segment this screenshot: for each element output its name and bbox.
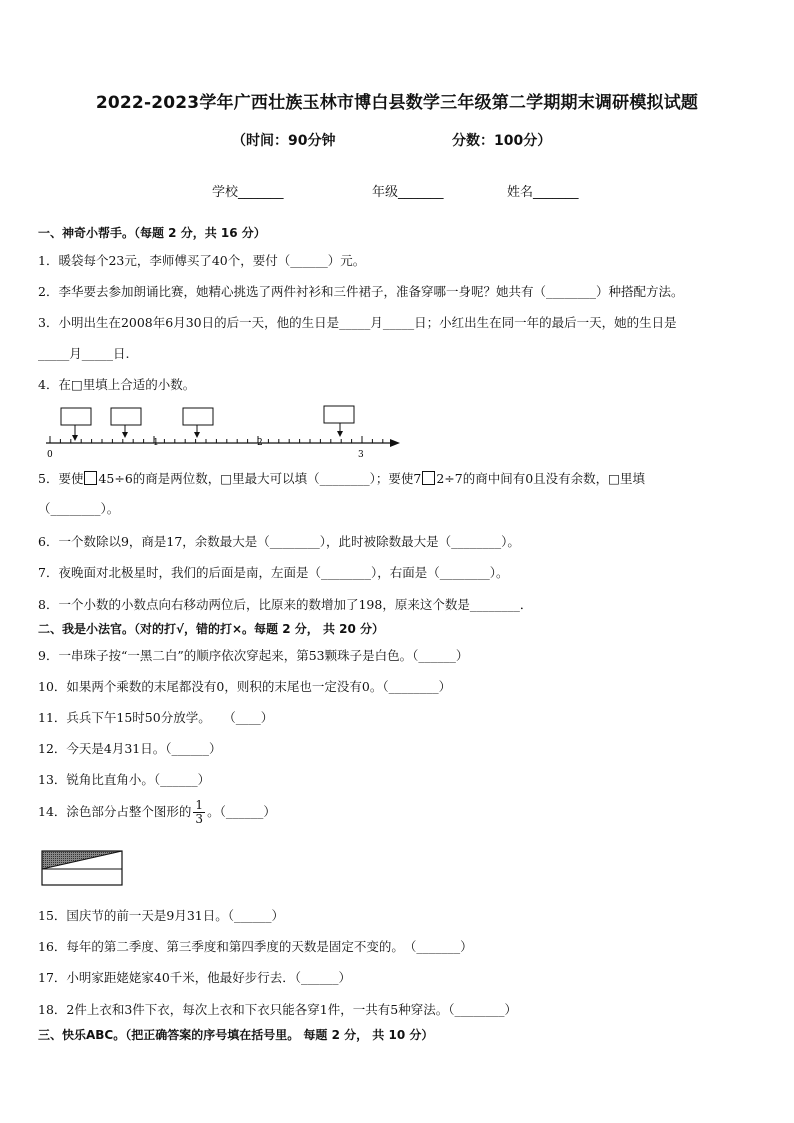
question-17: 17．小明家距姥姥家40千米，他最好步行去．（______） xyxy=(38,970,352,985)
blank-box[interactable] xyxy=(84,471,97,485)
question-5-continued: （________）。 xyxy=(38,501,120,516)
question-8: 8．一个小数的小数点向右移动两位后，比原来的数增加了198，原来这个数是________． xyxy=(38,597,533,612)
question-14-text: 14．涂色部分占整个图形的 xyxy=(38,804,192,819)
fraction-one-third: $\frac{1}{3}$ xyxy=(195,798,204,826)
question-11: 11．兵兵下午15时50分放学。 （____） xyxy=(38,710,274,725)
section-1-heading: 一、神奇小帮手。（每题 2 分，共 16 分） xyxy=(38,226,266,240)
grade-field[interactable]: 年级_______ xyxy=(372,185,444,200)
tick-label-3: 3 xyxy=(358,450,364,460)
question-14 xyxy=(38,799,276,826)
number-line-figure xyxy=(38,400,408,460)
exam-score: 分数：100分） xyxy=(452,133,552,149)
tick-label-2: 2 xyxy=(257,438,263,448)
question-6: 6．一个数除以9，商是17，余数最大是（________），此时被除数最大是（________）。 xyxy=(38,534,520,549)
answer-box-4[interactable] xyxy=(324,406,354,423)
question-18: 18．2件上衣和3件下衣，每次上衣和下衣只能各穿1件，一共有5种穿法。（________） xyxy=(38,1002,517,1017)
answer-box-2[interactable] xyxy=(111,408,141,425)
school-field[interactable]: 学校_______ xyxy=(212,185,284,200)
question-7: 7．夜晚面对北极星时，我们的后面是南，左面是（________），右面是（________）。 xyxy=(38,565,509,580)
name-field[interactable]: 姓名_______ xyxy=(507,185,579,200)
question-3-continued: _____月_____日. xyxy=(38,346,130,361)
question-4: 4．在□里填上合适的小数。 xyxy=(38,377,196,392)
question-1: 1．暖袋每个23元，李师傅买了40个，要付（______）元。 xyxy=(38,253,366,268)
question-12: 12．今天是4月31日。（______） xyxy=(38,741,222,756)
question-5-prefix: 5．要使 xyxy=(38,471,84,486)
number-line-arrow xyxy=(390,439,400,447)
question-16: 16．每年的第二季度、第三季度和第四季度的天数是固定不变的。 （_______） xyxy=(38,939,473,954)
exam-time: （时间：90分钟 xyxy=(232,133,336,149)
question-14-tail: 。（______） xyxy=(207,804,276,819)
answer-box-3[interactable] xyxy=(183,408,213,425)
tick-label-0: 0 xyxy=(47,450,53,460)
question-5-part1: 45÷6的商是两位数，□里最大可以填（________）；要使7 xyxy=(98,471,422,486)
question-15: 15．国庆节的前一天是9月31日。（______） xyxy=(38,908,285,923)
question-9: 9．一串珠子按“一黑二白”的顺序依次穿起来，第53颗珠子是白色。（______） xyxy=(38,648,469,663)
tick-label-1: 1 xyxy=(153,438,159,448)
shaded-rectangle-figure xyxy=(41,848,125,888)
number-line-ticks xyxy=(50,436,383,443)
question-5-part2: 2÷7的商中间有0且没有余数，□里填 xyxy=(436,471,645,486)
exam-title: 2022-2023学年广西壮族玉林市博白县数学三年级第二学期期末调研模拟试题 xyxy=(95,93,699,113)
section-3-heading: 三、快乐ABC。（把正确答案的序号填在括号里。 每题 2 分， 共 10 分） xyxy=(38,1028,434,1042)
answer-box-1[interactable] xyxy=(61,408,91,425)
question-2: 2．李华要去参加朗诵比赛，她精心挑选了两件衬衫和三件裙子，准备穿哪一身呢？她共有（________）种搭配方法。 xyxy=(38,284,684,299)
question-13: 13．锐角比直角小。（______） xyxy=(38,772,211,787)
section-2-heading: 二、我是小法官。（对的打√，错的打×。每题 2 分， 共 20 分） xyxy=(38,622,384,636)
question-5 xyxy=(38,469,645,487)
question-3: 3．小明出生在2008年6月30日的后一天，他的生日是_____月_____日；小红出生在同一年的最后一天，她的生日是 xyxy=(38,315,677,330)
question-10: 10．如果两个乘数的末尾都没有0，则积的末尾也一定没有0。（________） xyxy=(38,679,452,694)
blank-box[interactable] xyxy=(422,471,435,485)
